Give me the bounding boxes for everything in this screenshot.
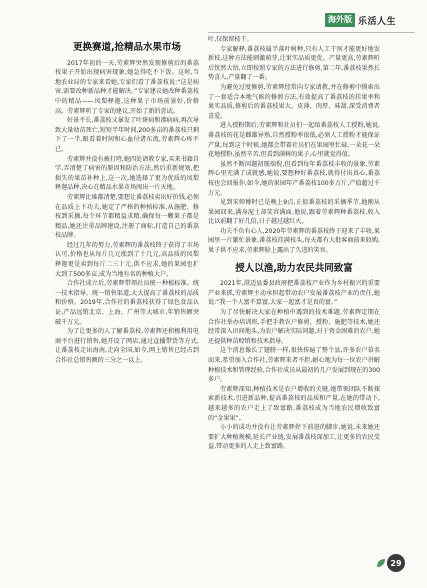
paragraph: 为了让更多的人了解番荔枝,劳素辉还积极利用电商平台进行销售,她开设了网店,通过直播带货等方式,让番荔枝走出海南,走向全国,如今,网上销售已经占到合作社总销售额的三分之一以上。 bbox=[55, 328, 199, 364]
paragraph: 功夫不负有心人,2020年劳素辉的番荔枝终于迎来了丰收,果园里一片繁忙景象,番荔枝挂满枝头,每天都有大批客商前来收购,果子供不应求,劳素辉脸上露出了久违的笑容。 bbox=[208, 227, 380, 255]
paragraph: 虽然不断问题初现端倪,但看到每年番荔枝丰收的景象,劳素辉心里充满了成就感,她说,要想种好番荔枝,就得付出真心,番荔枝也会回报你,如今,她的果园年产番荔枝100多万斤,产值超过千万元。 bbox=[208, 160, 380, 197]
section-title: 乐活人生 bbox=[358, 16, 397, 27]
paragraph: 2017年初的一天,劳素辉突然发现修剪后的番荔枝果子开始出现病害现象,她急得吃不下饭。这时,当地农业局的专家来看她,专家们看了番荔枝说:“这是病害,需要改种新品种才能解决。”专家建议她改种番荔枝中的精品——凤梨释迦,这种果子市场前景好,价格高。劳素辉听了专家的建议,开始了新的尝试。 bbox=[55, 59, 199, 115]
paragraph: 劳素辉比谁都清楚,要想让番荔枝卖出好价钱,必须在品质上下功夫,她定了严格的种植标准,从施肥、修枝到采摘,每个环节都精益求精,确保每一颗果子都是精品,她还注重品牌建设,注册了商标,打造自己的番荔枝品牌。 bbox=[55, 193, 199, 240]
paragraph: 劳素辉并没有被打垮,她四处请教专家,买来书籍自学,弄清楚了病害的原因和防治方法,然后重新规划,把损失的果苗补种上,这一次,她选择了更为优质的凤梨释迦品种,决心在精品水果市场闯出一片天地。 bbox=[55, 155, 199, 192]
left-column bbox=[55, 35, 199, 366]
paragraph: 为了尽快解决大家在种植中遇到的技术难题,劳素辉定期在合作社举办培训班,手把手教农户修剪、授粉、施肥等技术,她还经常深入田间地头,为农户解决实际问题,对于资金困难的农户,她还提供种苗赊销和技术指导。 bbox=[208, 309, 380, 345]
paragraph: 进入授粉期后,劳素辉和社员们一起给番荔枝人工授粉,她说,番荔枝的花是雌雄异熟,自然授粉率很低,必须人工授粉才能保证产量,每到这个时候,她都会带着社员们在果园里忙碌,一朵花一朵花地授粉,虽然辛苦,但看到满树的果子,心里就觉得值。 bbox=[208, 122, 380, 159]
paragraph: 合作社成立后,劳素辉带领社员统一种植标准、统一技术指导、统一销售渠道,大大提高了番荔枝的品质和价格。2019年,合作社的番荔枝获得了绿色食品认证,产品远销北京、上海、广州等大城市,年销售额突破千万元。 bbox=[55, 280, 199, 326]
paragraph: 见到宋师傅时已是晚上9点,正值番荔枝的采摘季节,他刚从果园回来,满身泥土却笑容满面,他说,跟着劳素辉种番荔枝,收入比以前翻了好几倍,日子越过越红火。 bbox=[208, 199, 380, 226]
page-header bbox=[325, 10, 427, 30]
paragraph: 好景不长,番荔枝又暴发了叶斑病和沸病病,再次导致大量幼苗死亡,短短半年时间,200多亩的番荔枝只剩下了一半,眼看着时间和心血付诸东流,劳素辉心疼不已。 bbox=[55, 117, 199, 153]
paragraph: 专家解释,番荔枝属半落叶树种,只有人工干预才能更好地发新枝,这种方法能刺激萌芽,让果实品质更优、产量更高,劳素辉听后恍然大悟,立即按照专家的方法进行修剪,第二年,番荔枝果然长势喜人,产量翻了一番。 bbox=[208, 45, 380, 82]
right-column bbox=[208, 35, 380, 452]
article-heading-1: 更换赛道,抢精品水果市场 bbox=[72, 42, 182, 53]
paragraph: 劳素辉深知,种植技术是农户增收的关键,她带领团队不断探索新技术,引进新品种,提高番荔枝的品质和产量,在她的带动下,越来越多的农户走上了致富路,番荔枝成为当地农民增收致富的“金果果”。 bbox=[208, 385, 380, 422]
header-tag: 海外版 bbox=[325, 13, 355, 27]
paragraph: 2021年,澄迈县委县政府把番荔枝产业作为乡村振兴的重要产业来抓,劳素辉主动承担起带动农户发展番荔枝产业的责任,她说:“我一个人富不算富,大家一起富才是真的富。” bbox=[208, 280, 380, 307]
header-divider bbox=[208, 32, 415, 33]
article-heading-2: 授人以渔,助力农民共同致富 bbox=[235, 262, 353, 274]
paragraph: 叶,仅保留枝干。 bbox=[208, 36, 253, 43]
paragraph: 小小的成功并没有让劳素辉停下前进的脚步,她说,未来她还要扩大种植规模,延长产业链,发展番荔枝深加工,让更多的农民受益,带动更多的人走上致富路。 bbox=[208, 424, 380, 451]
leaf-icon bbox=[376, 558, 386, 568]
paragraph: 经过几年的努力,劳素辉的番荔枝终于获得了市场认可,价格也从每斤几元涨到了十几元,高品质的凤梨释迦更是卖到每斤二三十元,供不应求,她的果园也扩大到了500多亩,成为当地有名的种植大户。 bbox=[55, 241, 199, 278]
paragraph: 为避免过度修剪,劳素辉经常向专家请教,并在修剪中摸索出了一套适合本地气候的修剪方法,有效提高了番荔枝的挂果率和果实品质,修剪后的番荔枝果大、皮薄、肉厚、味甜,深受消费者喜爱。 bbox=[208, 83, 380, 120]
paragraph: 这个消息像长了翅膀一样,很快传遍了整个县,许多农户慕名而来,希望加入合作社,劳素辉来者不拒,耐心地为每一位农户讲解种植技术和管理经验,合作社成员从最初的几户发展到现在的300多户。 bbox=[208, 347, 381, 384]
page-number: 29 bbox=[387, 554, 405, 572]
